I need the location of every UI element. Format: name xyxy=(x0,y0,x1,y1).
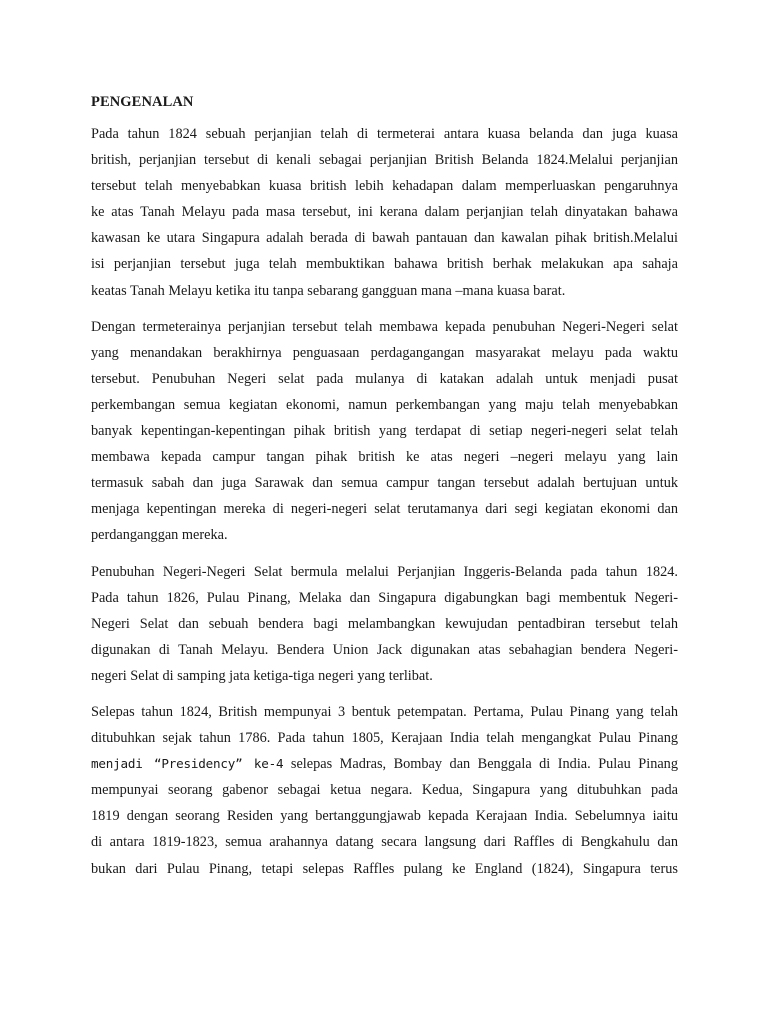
text-line: tersebut telah menyebabkan kuasa british lebih kehadapan dalam memperluaskan pengaruhnya xyxy=(91,178,678,195)
paragraph-3 xyxy=(91,559,678,689)
text-line: tersebut. Penubuhan Negeri selat pada mulanya di katakan adalah untuk menjadi pusat xyxy=(91,370,678,387)
text-line: perdanganggan mereka. xyxy=(91,527,228,544)
text-segment: selepas Madras, Bombay dan Benggala di India. Pulau Pinang xyxy=(283,756,678,773)
text-line: ditubuhkan sejak tahun 1786. Pada tahun 1805, Kerajaan India telah mengangkat Pulau Pinang xyxy=(91,730,678,747)
text-line: Negeri Selat dan sebuah bendera bagi melambangkan kewujudan pentadbiran tersebut telah xyxy=(91,615,678,632)
text-line: Penubuhan Negeri-Negeri Selat bermula melalui Perjanjian Inggeris-Belanda pada tahun 1824. xyxy=(91,563,678,580)
text-line: isi perjanjian tersebut juga telah membuktikan bahawa british berhak melakukan apa sahaja xyxy=(91,256,678,273)
text-line-mixed xyxy=(91,751,678,777)
text-line: termasuk sabah dan juga Sarawak dan semua campur tangan tersebut adalah bertujuan untuk xyxy=(91,475,678,492)
text-line: banyak kepentingan-kepentingan pihak british yang terdapat di setiap negeri-negeri selat telah xyxy=(91,423,678,440)
text-line: keatas Tanah Melayu ketika itu tanpa sebarang gangguan mana –mana kuasa barat. xyxy=(91,282,566,299)
page-heading: PENGENALAN xyxy=(91,94,194,110)
text-line: membawa kepada campur tangan pihak british ke atas negeri –negeri melayu yang lain xyxy=(91,449,678,466)
text-line: menjaga kepentingan mereka di negeri-negeri selat terutamanya dari segi kegiatan ekonomi dan xyxy=(91,501,678,518)
text-line: yang menandakan berakhirnya penguasaan perdagangangan masyarakat melayu pada waktu xyxy=(91,344,678,361)
text-line: Pada tahun 1826, Pulau Pinang, Melaka dan Singapura digabungkan bagi membentuk Negeri- xyxy=(91,589,678,606)
text-line: negeri Selat di samping jata ketiga-tiga negeri yang terlibat. xyxy=(91,667,433,684)
paragraph-2 xyxy=(91,314,678,549)
text-line: ke atas Tanah Melayu pada masa tersebut, ini kerana dalam perjanjian telah dinyatakan bahawa xyxy=(91,204,678,221)
text-line: bukan dari Pulau Pinang, tetapi selepas Raffles pulang ke England (1824), Singapura terus xyxy=(91,860,678,877)
paragraph-1 xyxy=(91,121,678,304)
paragraph-4 xyxy=(91,699,678,882)
text-line: british, perjanjian tersebut di kenali sebagai perjanjian British Belanda 1824.Melalui perjanjian xyxy=(91,152,678,169)
text-line: perkembangan semua kegiatan ekonomi, namun perkembangan yang maju telah menyebabkan xyxy=(91,396,678,413)
text-line: di antara 1819-1823, semua arahannya datang secara langsung dari Raffles di Bengkahulu dan xyxy=(91,834,678,851)
text-line: digunakan di Tanah Melayu. Bendera Union Jack digunakan atas sebahagian bendera Negeri- xyxy=(91,641,678,658)
text-line: mempunyai seorang gabenor sebagai ketua negara. Kedua, Singapura yang ditubuhkan pada xyxy=(91,782,678,799)
text-line: kawasan ke utara Singapura adalah berada di bawah pantauan dan kawalan pihak british.Melalui xyxy=(91,230,678,247)
text-line: Dengan termeterainya perjanjian tersebut telah membawa kepada penubuhan Negeri-Negeri selat xyxy=(91,318,678,335)
text-line: Pada tahun 1824 sebuah perjanjian telah di termeterai antara kuasa belanda dan juga kuasa xyxy=(91,126,678,142)
mono-text-segment: menjadi “Presidency” ke-4 xyxy=(91,756,284,772)
text-line: Selepas tahun 1824, British mempunyai 3 bentuk petempatan. Pertama, Pulau Pinang yang telah xyxy=(91,703,678,720)
document-page xyxy=(91,92,678,892)
text-line: 1819 dengan seorang Residen yang bertanggungjawab kepada Kerajaan India. Sebelumnya iaitu xyxy=(91,808,678,825)
